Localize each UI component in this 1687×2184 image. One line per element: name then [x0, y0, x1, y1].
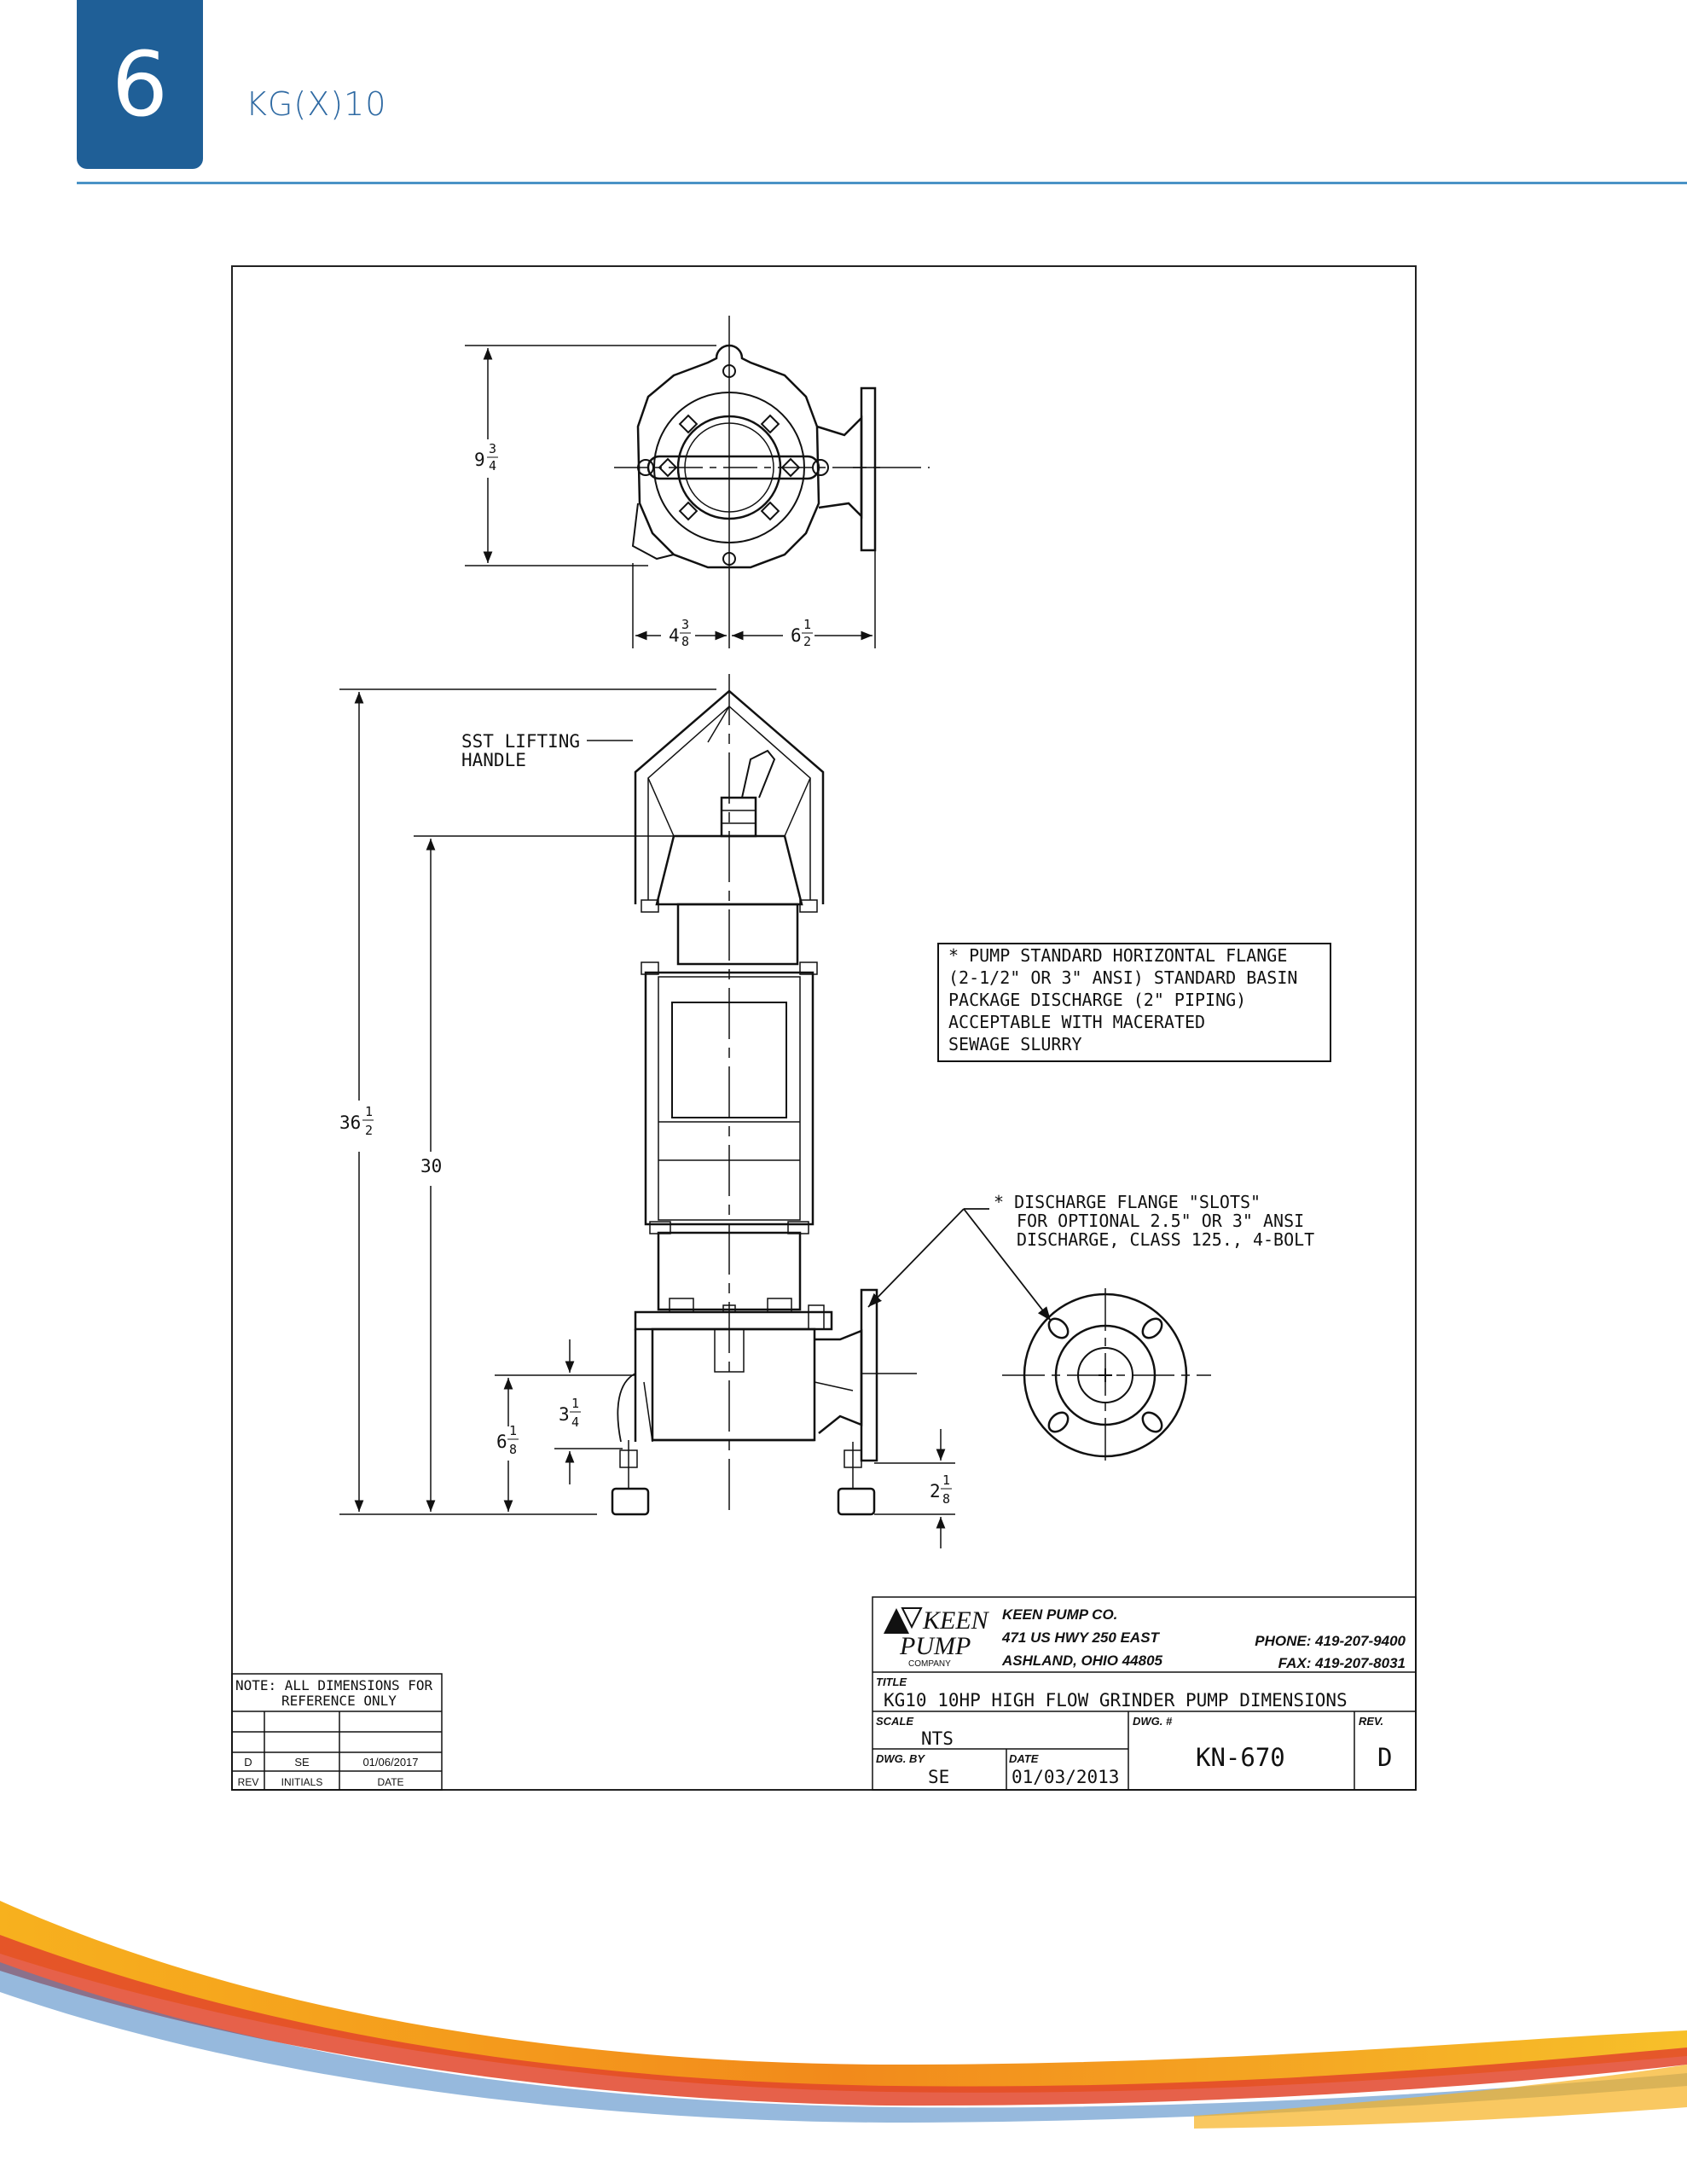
- dim-foot-den: 8: [942, 1491, 951, 1507]
- flange-note-line-3: DISCHARGE, CLASS 125., 4-BOLT: [1017, 1229, 1315, 1250]
- note-line-1: * PUMP STANDARD HORIZONTAL FLANGE: [948, 945, 1288, 966]
- flange-detail: [1002, 1288, 1211, 1467]
- company-address-1: 471 US HWY 250 EAST: [1002, 1629, 1159, 1646]
- dim-overall-den: 2: [365, 1123, 374, 1138]
- flange-note-line-1: * DISCHARGE FLANGE "SLOTS": [994, 1192, 1261, 1212]
- handle-label-line1: SST LIFTING: [461, 731, 581, 752]
- logo-keen: KEEN: [923, 1606, 988, 1635]
- note-line-4: ACCEPTABLE WITH MACERATED: [948, 1012, 1206, 1032]
- date-value: 01/03/2013: [1012, 1767, 1120, 1787]
- rev-value: D: [1377, 1743, 1393, 1772]
- dim-top-height-num: 3: [489, 441, 497, 456]
- note-line-5: SEWAGE SLURRY: [948, 1034, 1082, 1054]
- section-number-badge: 6: [77, 0, 203, 169]
- dim-top-height-whole: 9: [474, 450, 485, 470]
- revision-initials-label: INITIALS: [281, 1776, 323, 1788]
- dim-top-left-num: 3: [681, 617, 690, 632]
- decorative-swoosh: [0, 1901, 1687, 2184]
- revision-date-label: DATE: [377, 1776, 404, 1788]
- revision-note-line1: NOTE: ALL DIMENSIONS FOR: [235, 1677, 433, 1693]
- dim-top-left-whole: 4: [669, 625, 680, 646]
- flange-note: [994, 1192, 1314, 1250]
- keen-pump-logo: [884, 1606, 990, 1669]
- dim-overall-whole: 36: [339, 1112, 362, 1133]
- front-view-dimensions: [339, 689, 955, 1548]
- revision-rev-value: D: [244, 1756, 252, 1769]
- drawing-frame: [232, 266, 1416, 1790]
- dim-foot-num: 1: [942, 1472, 951, 1488]
- revision-initials-value: SE: [294, 1756, 310, 1769]
- logo-pump: PUMP: [900, 1632, 971, 1660]
- dim-base-num: 1: [509, 1423, 518, 1438]
- revision-note-line2: REFERENCE ONLY: [281, 1693, 397, 1709]
- dwg-number-label: DWG. #: [1133, 1715, 1173, 1728]
- company-address-2: ASHLAND, OHIO 44805: [1002, 1653, 1162, 1669]
- title-block-fields: [876, 1676, 1392, 1787]
- company-fax: FAX: 419-207-8031: [1278, 1655, 1406, 1671]
- front-view: [612, 674, 917, 1514]
- revision-rev-label: REV: [237, 1776, 259, 1788]
- dim-discharge-num: 1: [571, 1396, 580, 1411]
- dim-top-left-den: 8: [681, 634, 690, 649]
- top-view: [614, 316, 930, 580]
- dim-top-right-den: 2: [803, 634, 812, 649]
- revision-date-value: 01/06/2017: [362, 1756, 419, 1769]
- dwg-number: KN-670: [1196, 1743, 1285, 1772]
- dwg-by-value: SE: [928, 1767, 950, 1787]
- date-label: DATE: [1009, 1752, 1039, 1765]
- company-name: KEEN PUMP CO.: [1002, 1606, 1118, 1623]
- scale-value: NTS: [921, 1728, 954, 1749]
- dwg-by-label: DWG. BY: [876, 1752, 925, 1765]
- dim-body-height: 30: [420, 1156, 443, 1176]
- flange-note-line-2: FOR OPTIONAL 2.5" OR 3" ANSI: [1017, 1211, 1305, 1231]
- dim-base-whole: 6: [496, 1432, 507, 1452]
- note-line-2: (2-1/2" OR 3" ANSI) STANDARD BASIN: [948, 967, 1298, 988]
- title-block-company: [1001, 1606, 1406, 1671]
- top-view-dimensions: [465, 346, 875, 648]
- note-box: [938, 944, 1330, 1061]
- dim-overall-num: 1: [365, 1104, 374, 1119]
- scale-label: SCALE: [876, 1715, 914, 1728]
- note-line-3: PACKAGE DISCHARGE (2" PIPING): [948, 990, 1247, 1010]
- dim-top-right-num: 1: [803, 617, 812, 632]
- top-view-dimension-labels: [474, 441, 813, 649]
- dim-top-height-den: 4: [489, 458, 497, 473]
- company-phone: PHONE: 419-207-9400: [1255, 1633, 1406, 1649]
- logo-company: COMPANY: [908, 1659, 951, 1669]
- rev-label: REV.: [1359, 1715, 1384, 1728]
- dim-discharge-whole: 3: [559, 1404, 570, 1425]
- model-title: KG(X)10: [246, 85, 387, 123]
- dim-discharge-den: 4: [571, 1414, 580, 1430]
- title-label: TITLE: [876, 1676, 907, 1688]
- handle-label-line2: HANDLE: [461, 750, 526, 770]
- dim-base-den: 8: [509, 1442, 518, 1457]
- drawing-title: KG10 10HP HIGH FLOW GRINDER PUMP DIMENSIONS: [884, 1690, 1348, 1711]
- dim-foot-whole: 2: [930, 1481, 941, 1502]
- dim-top-right-whole: 6: [791, 625, 802, 646]
